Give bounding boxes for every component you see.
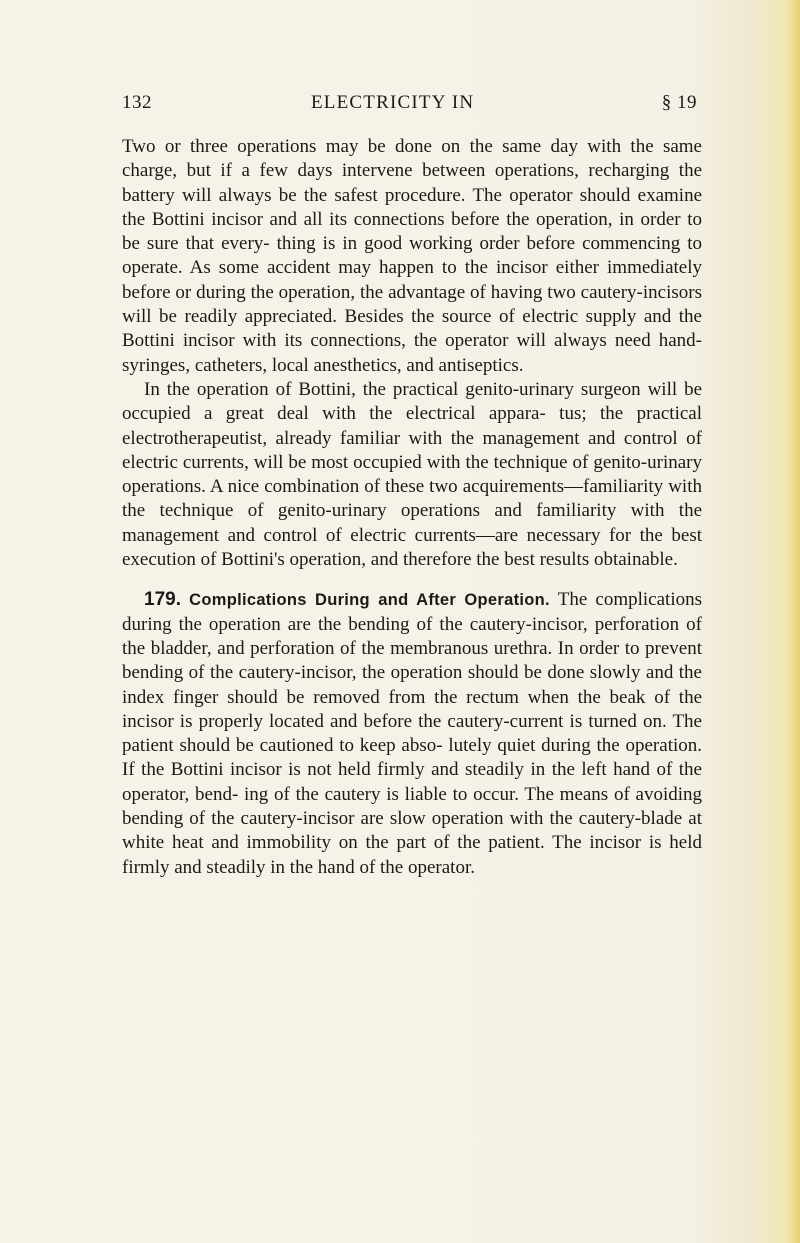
section-reference: § 19 xyxy=(661,92,697,113)
page-header xyxy=(122,92,697,122)
running-title: ELECTRICITY IN xyxy=(311,92,475,113)
paragraph: In the operation of Bottini, the practical genito-urinary surgeon will be occupied a great deal with the electrical appara- tus; the practical electrotherapeutist, already familiar with the management and control of electric currents, will be most occupied with the technique of genito-urinary operations. A nice combination of these two acquirements—familiarity with the technique of genito-urinary operations and familiarity with the management and control of electric currents—are necessary for the best execution of Bottini's operation, and therefore the best results obtainable. xyxy=(122,378,702,571)
section-number: 179. xyxy=(144,589,181,611)
page-number: 132 xyxy=(122,92,152,113)
section-paragraph xyxy=(122,588,702,880)
section-text: The complications during the operation are the bending of the cautery-incisor, perforation of the bladder, and perforation of the membranous urethra. In order to prevent bending of the cautery-incisor, the operation should be done slowly and the index finger should be removed from the rectum when the beak of the incisor is properly located and before the cautery-current is turned on. The patient should be cautioned to keep abso- lutely quiet during the operation. If the Bottini incisor is not held firmly and steadily in the left hand of the operator, bend- ing of the cautery is liable to occur. The means of avoiding bending of the cautery-incisor are slow operation with the cautery-blade at white heat and immobility on the part of the patient. The incisor is held firmly and steadily in the hand of the operator. xyxy=(122,589,702,878)
page-edge-tint xyxy=(786,0,800,1243)
paragraph: Two or three operations may be done on the same day with the same charge, but if a few days intervene between operations, recharging the battery will always be the safest procedure. The operator should examine the Bottini incisor and all its connections before the operation, in order to be sure that every- thing is in good working order before commencing to operate. As some accident may happen to the incisor either immediately before or during the operation, the advantage of having two cautery-incisors will be readily appreciated. Besides the source of electric supply and the Bottini incisor with its connections, the operator will always need hand-syringes, catheters, local anesthetics, and antiseptics. xyxy=(122,136,702,376)
section-heading: Complications During and After Operation. xyxy=(189,591,550,610)
body-text xyxy=(122,135,702,880)
